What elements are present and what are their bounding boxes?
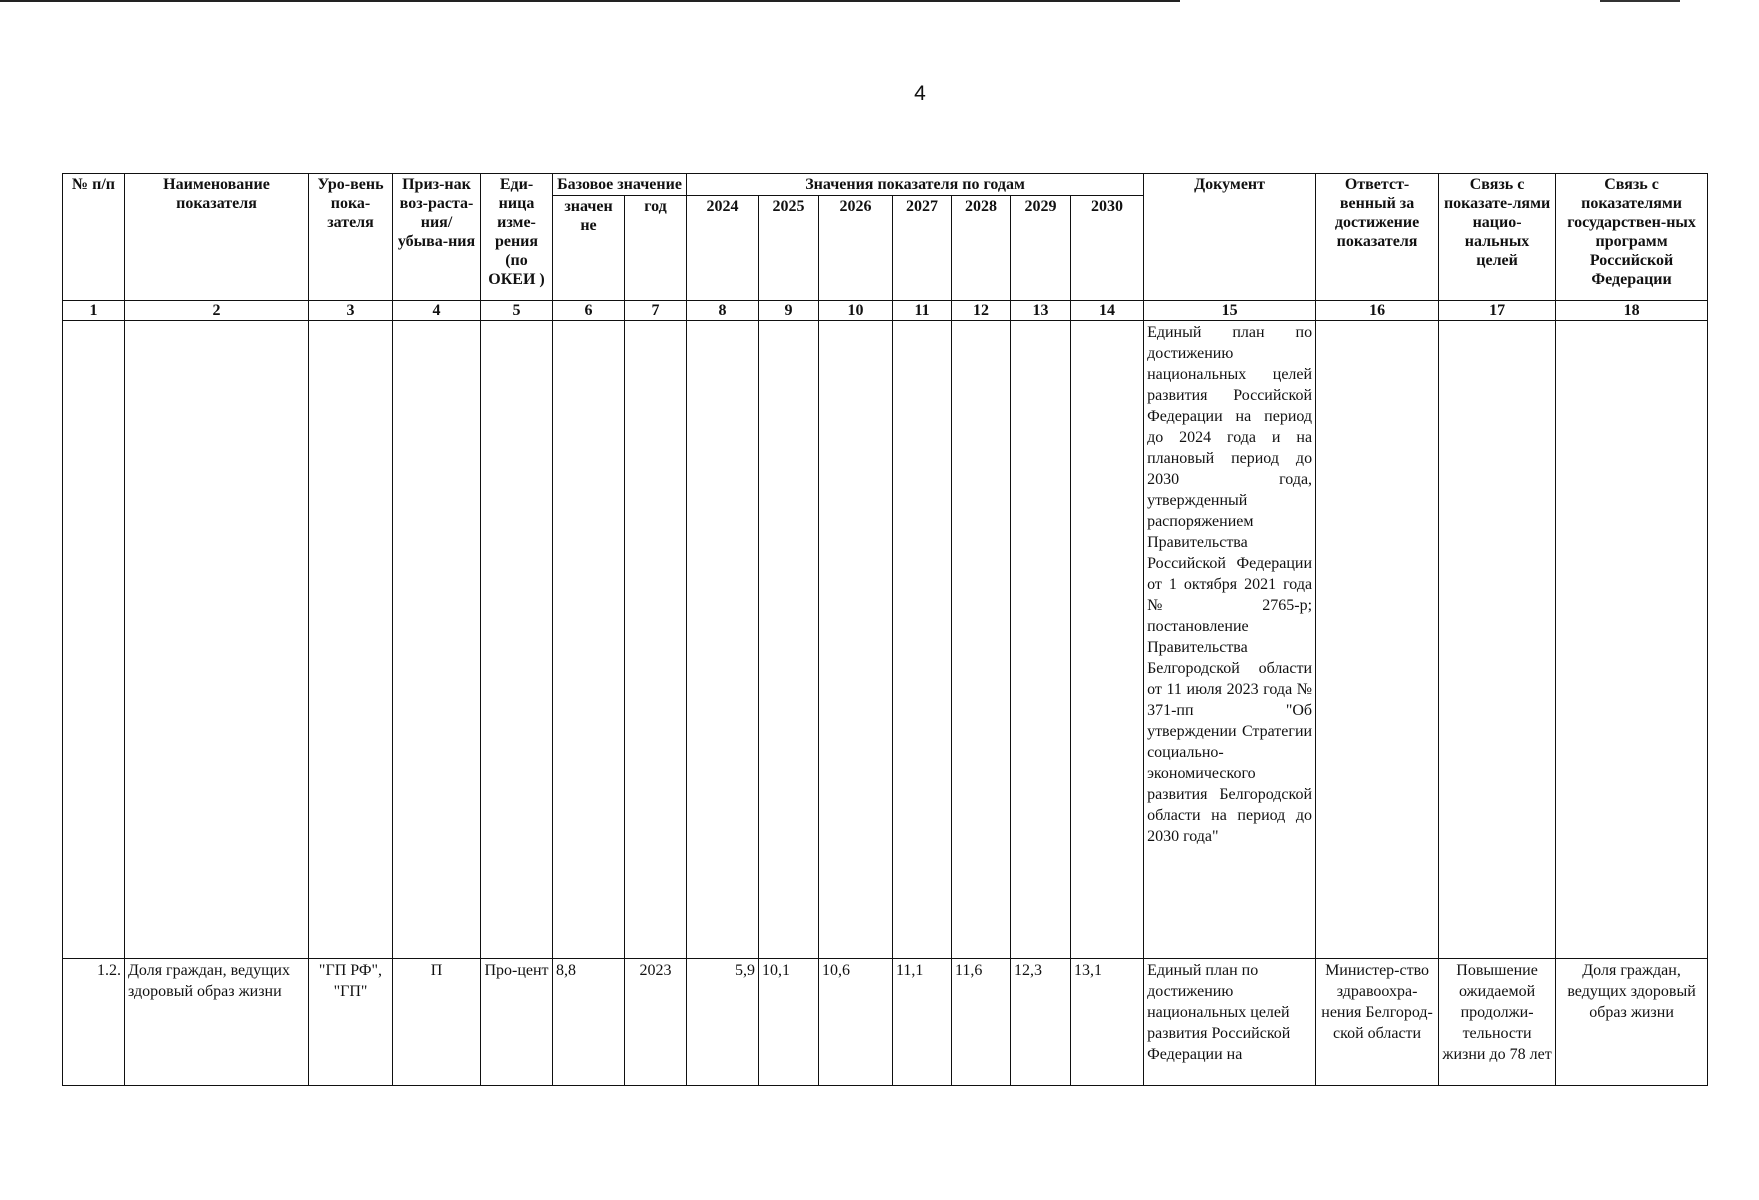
column-number: 13 [1011,301,1071,321]
table-cell [952,321,1011,959]
header-num: № п/п [63,174,125,301]
header-year: 2030 [1071,196,1144,301]
header-document: Документ [1144,174,1316,301]
base-year: 2023 [625,959,687,1086]
table-cell [1556,321,1708,959]
table-cell [819,321,893,959]
year-value: 12,3 [1011,959,1071,1086]
column-number: 11 [893,301,952,321]
year-value: 10,6 [819,959,893,1086]
column-number: 18 [1556,301,1708,321]
state-programs-cell: Доля граждан, ведущих здоровый образ жизни [1556,959,1708,1086]
header-year: 2029 [1011,196,1071,301]
table-cell [1071,321,1144,959]
indicator-level: "ГП РФ", "ГП" [309,959,393,1086]
base-value: 8,8 [553,959,625,1086]
indicator-unit: Про-цент [481,959,553,1086]
table-row [63,959,1708,1086]
column-number: 17 [1439,301,1556,321]
header-name: Наименование показателя [125,174,309,301]
row-number: 1.2. [63,959,125,1086]
header-responsible: Ответст-венный за достижение показателя [1316,174,1439,301]
header-year: 2027 [893,196,952,301]
indicator-sign: П [393,959,481,1086]
column-number: 9 [759,301,819,321]
indicator-name: Доля граждан, ведущих здоровый образ жизни [125,959,309,1086]
table-cell [1011,321,1071,959]
responsible-cell: Министер-ство здравоохра-нения Белгород-ской области [1316,959,1439,1086]
top-border-line [0,0,1180,2]
table-cell [125,321,309,959]
column-number: 3 [309,301,393,321]
header-years-group: Значения показателя по годам [687,174,1144,196]
table-cell [625,321,687,959]
header-state-programs: Связь с показателями государствен-ных программ Российской Федерации [1556,174,1708,301]
header-sign: Приз-нак воз-раста-ния/ убыва-ния [393,174,481,301]
column-number: 15 [1144,301,1316,321]
table-cell [687,321,759,959]
year-value: 11,6 [952,959,1011,1086]
column-number: 2 [125,301,309,321]
column-number: 12 [952,301,1011,321]
column-number: 1 [63,301,125,321]
table-cell [1439,321,1556,959]
table-cell [309,321,393,959]
page-number: 4 [914,82,926,105]
table-row-continuation [63,321,1708,959]
table-cell [893,321,952,959]
table-cell [553,321,625,959]
column-number: 14 [1071,301,1144,321]
table-cell [481,321,553,959]
header-year: 2028 [952,196,1011,301]
header-national-goals: Связь с показате-лями нацио-нальных целей [1439,174,1556,301]
column-number: 10 [819,301,893,321]
header-unit: Еди-ница изме-рения (по ОКЕИ ) [481,174,553,301]
column-number: 16 [1316,301,1439,321]
header-level: Уро-вень пока-зателя [309,174,393,301]
table-cell [63,321,125,959]
year-value: 5,9 [687,959,759,1086]
header-year: 2025 [759,196,819,301]
header-base-group: Базовое значение [553,174,687,196]
column-number: 6 [553,301,625,321]
column-number: 4 [393,301,481,321]
header-base-year: год [625,196,687,301]
column-numbers-row [63,301,1708,321]
national-goals-cell: Повышение ожидаемой продолжи-тельности жизни до 78 лет [1439,959,1556,1086]
document-cell: Единый план по достижению национальных целей развития Российской Федерации на [1144,959,1316,1086]
table-cell [393,321,481,959]
header-base-value: значен не [553,196,625,301]
year-value: 10,1 [759,959,819,1086]
column-number: 7 [625,301,687,321]
year-value: 11,1 [893,959,952,1086]
column-number: 5 [481,301,553,321]
header-year: 2024 [687,196,759,301]
column-number: 8 [687,301,759,321]
top-border-line-right [1600,0,1680,2]
table-cell [1316,321,1439,959]
indicators-table [62,173,1708,1086]
header-year: 2026 [819,196,893,301]
table-cell [759,321,819,959]
header-row-1 [63,174,1708,196]
document-cell: Единый план по достижению национальных целей развития Российской Федерации на период до 2024 года и на плановый период до 2030 года, утвержденный распоряжением Правительства Российской Федерации от 1 октября 2021 года № 2765-р; постановление Правительства Белгородской области от 11 июля 2023 года № 371-пп "Об утверждении Стратегии социально-экономического развития Белгородской области на период до 2030 года" [1144,321,1316,959]
year-value: 13,1 [1071,959,1144,1086]
